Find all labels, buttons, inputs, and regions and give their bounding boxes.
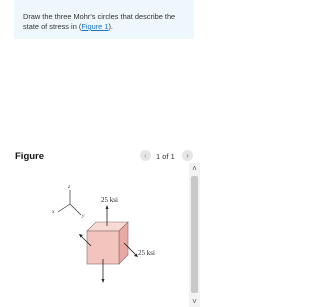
z-axis-label: z [68, 184, 71, 190]
figure-diagram [0, 163, 189, 307]
x-axis-label: x [52, 209, 55, 215]
top-arrowhead [106, 205, 109, 209]
figure-link[interactable]: Figure 1 [81, 22, 109, 31]
y-axis [70, 204, 81, 215]
figure-heading: Figure [15, 151, 45, 162]
problem-statement [23, 12, 191, 32]
coordinate-axes [58, 190, 81, 215]
chevron-up-icon: ˄ [192, 164, 197, 173]
chevron-right-icon: › [186, 151, 189, 160]
problem-text-end: ). [108, 22, 113, 31]
pager-label: 1 of 1 [156, 152, 175, 161]
chevron-left-icon: ‹ [144, 151, 147, 160]
stress-cube [87, 222, 128, 264]
x-axis [58, 204, 70, 212]
scroll-down-button[interactable] [189, 296, 200, 307]
problem-card [14, 0, 194, 39]
bottom-arrowhead [102, 279, 105, 283]
scroll-up-button[interactable] [189, 163, 200, 174]
stress-label-side: 25 ksi [138, 249, 155, 257]
chevron-down-icon: ˅ [192, 297, 197, 306]
scroll-thumb[interactable] [191, 176, 198, 293]
figure-scrollbar[interactable] [189, 163, 200, 307]
next-figure-button[interactable] [182, 150, 193, 161]
stress-label-top: 25 ksi [101, 196, 118, 204]
y-axis-label: y [82, 213, 85, 219]
previous-figure-button[interactable] [140, 150, 151, 161]
problem-text: Draw the three Mohr's circles that describe the state of stress in ( [23, 12, 176, 31]
